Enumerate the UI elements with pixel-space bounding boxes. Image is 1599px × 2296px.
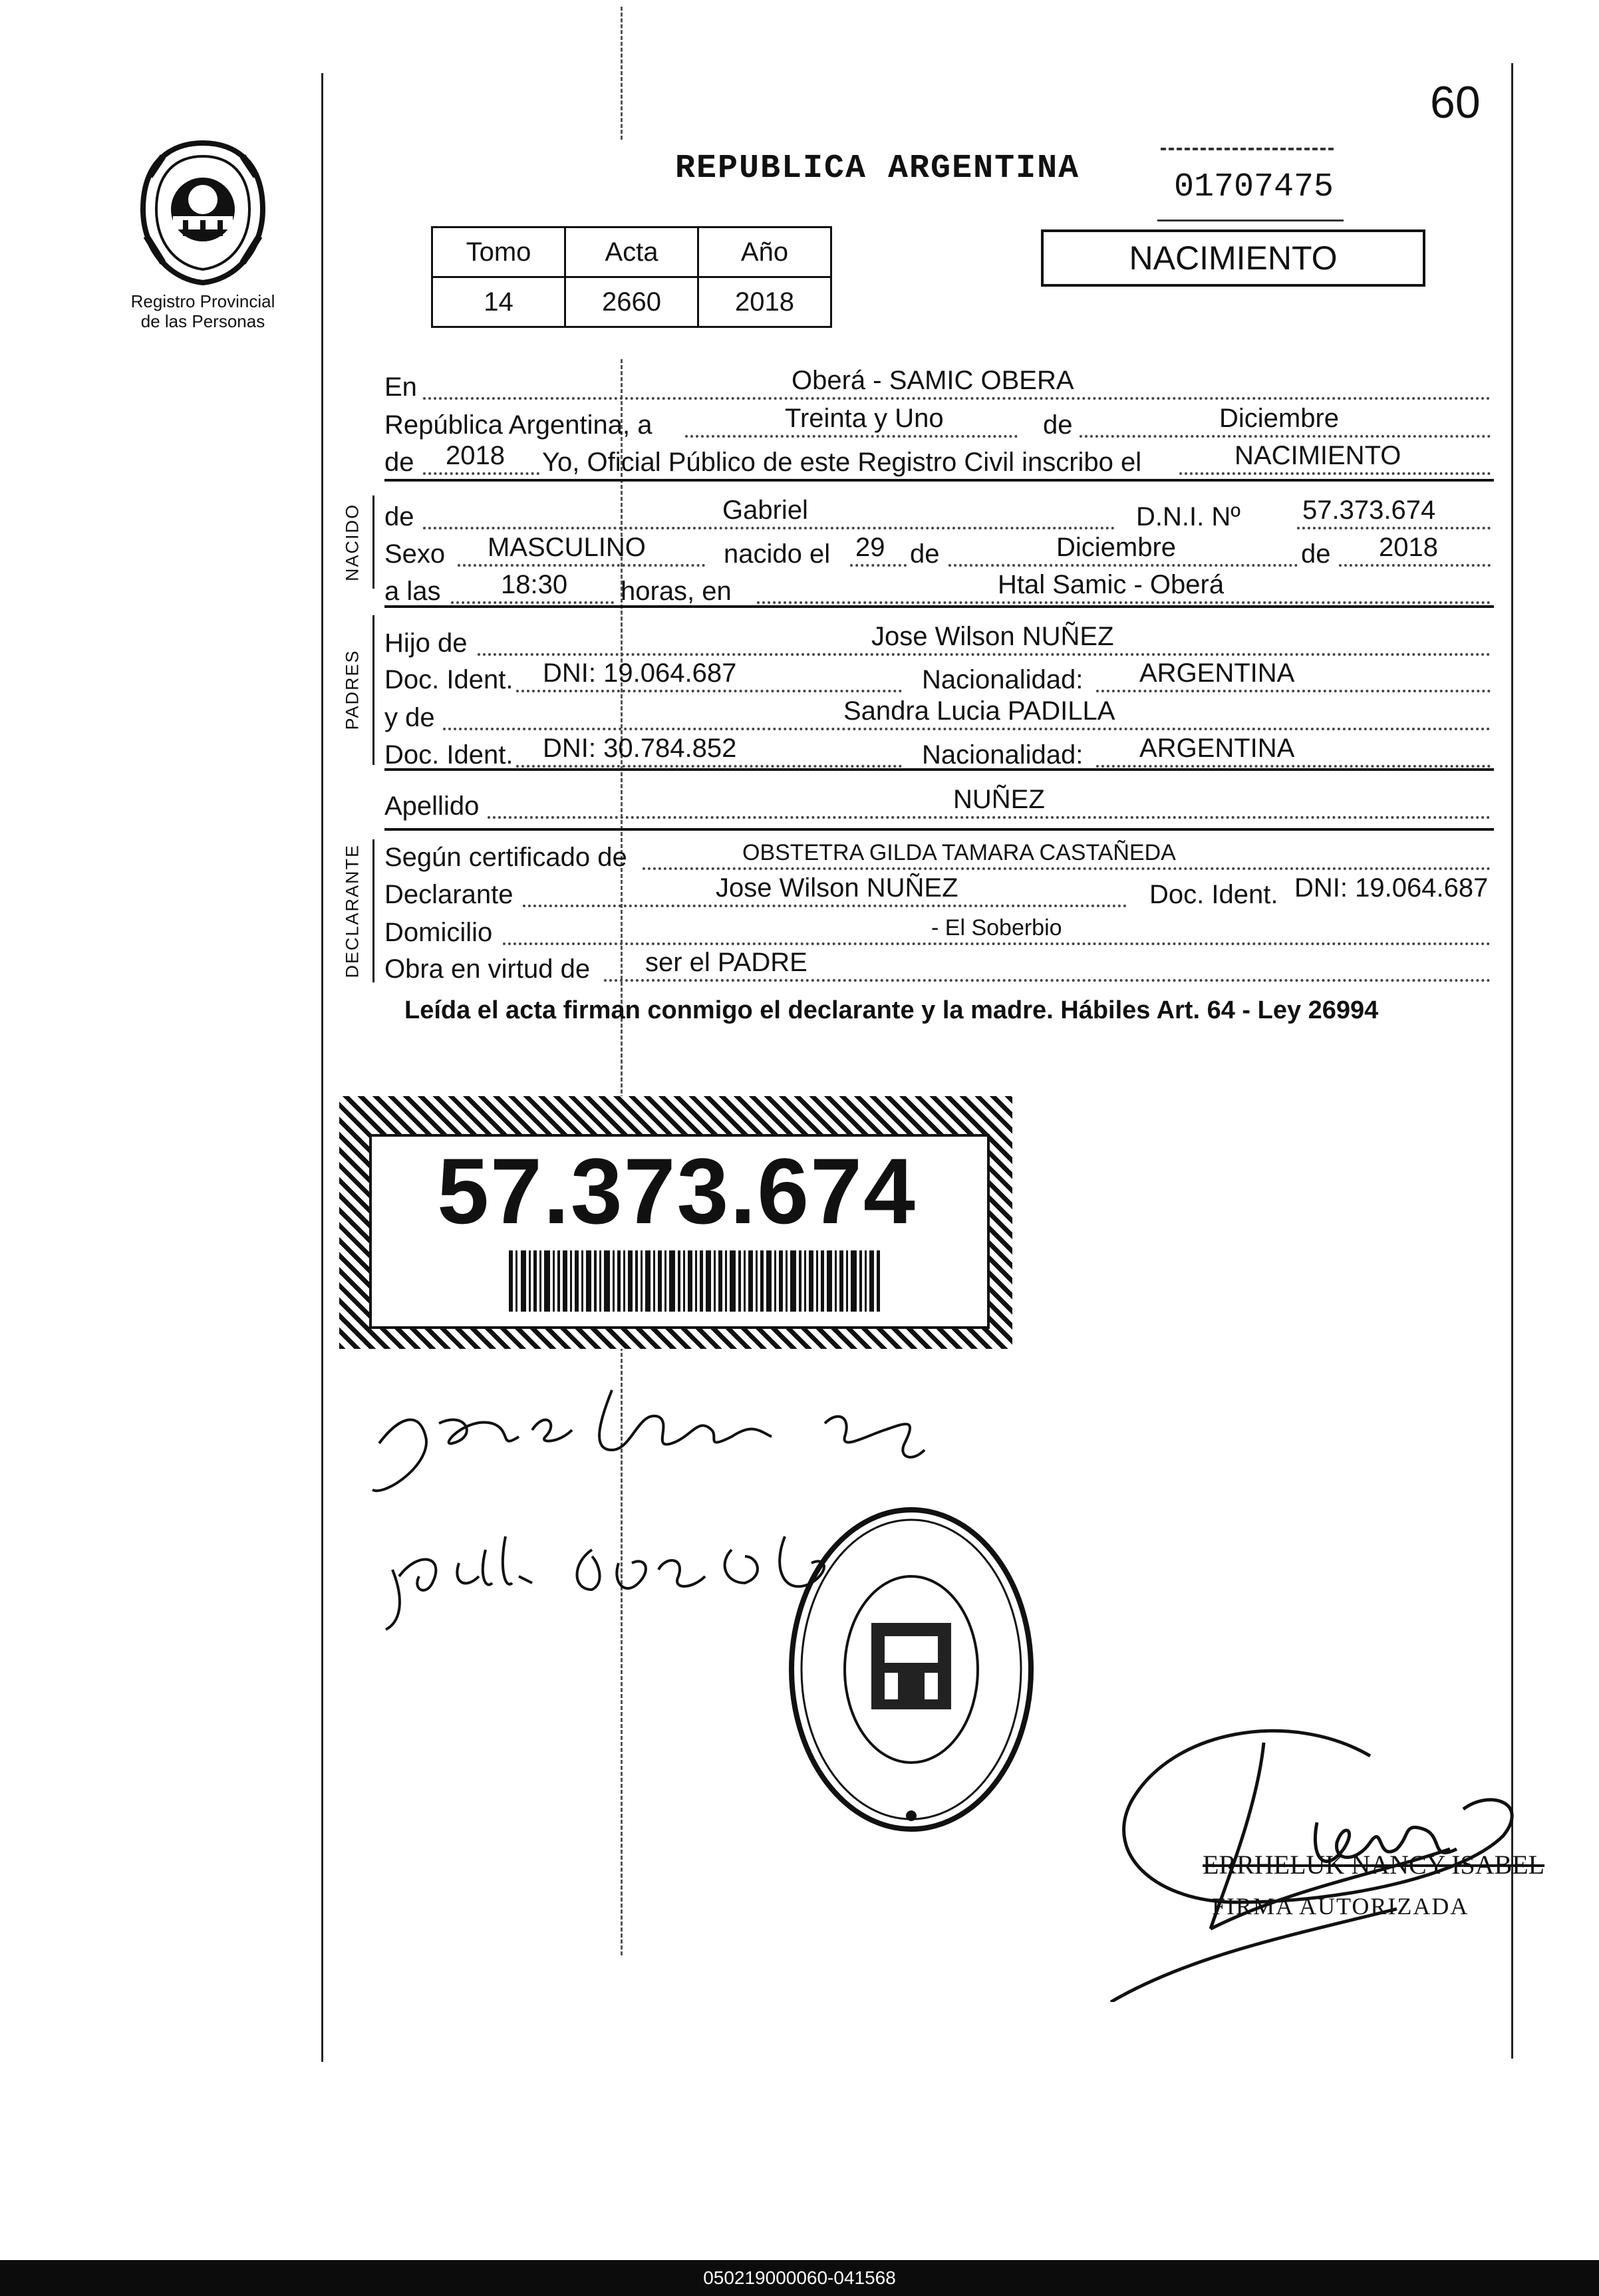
hijo-de-label: Hijo de <box>384 629 468 658</box>
birth-day-value: 29 <box>855 533 885 562</box>
row-declarante <box>384 873 1492 914</box>
legal-text: Leída el acta firman conmigo el declarante y la madre. Hábiles Art. 64 - Ley 26994 <box>404 996 1379 1024</box>
declarante-label: DECLARANTE <box>342 843 363 978</box>
declarante-name-label: Declarante <box>384 880 513 909</box>
certificado-value: OBSTETRA GILDA TAMARA CASTAÑEDA <box>742 840 1176 865</box>
dotted-line <box>516 765 902 768</box>
registry-name-line2: de las Personas <box>140 311 265 331</box>
sexo-value: MASCULINO <box>488 533 646 562</box>
child-name-value: Gabriel <box>722 496 808 525</box>
a-las-label: a las <box>384 577 441 606</box>
act-kind-value: NACIMIENTO <box>1235 441 1401 470</box>
birth-month-value: Diciembre <box>1056 533 1177 562</box>
dotted-line <box>451 601 614 604</box>
dotted-line <box>757 601 1491 604</box>
volume-header-ano: Año <box>698 227 831 277</box>
apellido-label: Apellido <box>384 791 480 821</box>
authorized-signature-icon <box>1091 1689 1523 2002</box>
father-nationality-value: ARGENTINA <box>1139 658 1295 688</box>
row-father <box>384 622 1492 662</box>
dotted-line <box>604 979 1491 982</box>
dotted-line <box>1339 564 1491 567</box>
volume-value-acta: 2660 <box>565 277 698 327</box>
de-label-3: de <box>910 539 940 569</box>
dni-label: D.N.I. Nº <box>1136 502 1240 531</box>
declarante-signature-icon <box>359 1370 931 1503</box>
serial-dash <box>1161 148 1334 150</box>
firma-caption: FIRMA AUTORIZADA <box>1212 1893 1469 1920</box>
section-separator <box>384 828 1494 831</box>
row-certificado <box>384 839 1492 877</box>
dotted-line <box>1179 472 1491 475</box>
dotted-line <box>1096 690 1491 692</box>
official-stamp-icon <box>772 1497 1051 1842</box>
volume-table <box>431 226 832 328</box>
declarante-doc-value: DNI: 19.064.687 <box>1294 873 1489 903</box>
nacido-label: NACIDO <box>342 503 363 582</box>
dotted-line <box>1297 527 1491 529</box>
document-title: REPUBLICA ARGENTINA <box>675 150 1080 188</box>
dotted-line <box>523 905 1127 907</box>
day-words-value: Treinta y Uno <box>785 404 944 433</box>
row-date <box>384 404 1492 444</box>
oficial-text: Yo, Oficial Público de este Registro Civil inscribo el <box>542 448 1142 477</box>
provincial-seal-icon <box>136 136 269 289</box>
mother-doc-value: DNI: 30.784.852 <box>543 734 737 763</box>
birth-year-value: 2018 <box>1379 533 1438 562</box>
footer-code: 050219000060-041568 <box>0 2260 1599 2296</box>
padres-label: PADRES <box>342 649 363 730</box>
row-name <box>384 496 1492 536</box>
doc-ident-label: Doc. Ident. <box>384 665 513 694</box>
dotted-line <box>478 653 1491 656</box>
registry-name <box>100 291 306 331</box>
dotted-line <box>458 564 705 567</box>
volume-header-acta: Acta <box>565 227 698 277</box>
section-separator <box>384 768 1494 771</box>
firma-name: ERRHELUK NANCY ISABEL <box>1203 1850 1545 1880</box>
page-number: 60 <box>1430 77 1481 128</box>
volume-header-tomo: Tomo <box>432 227 565 277</box>
section-separator <box>384 479 1494 482</box>
dotted-line <box>1096 765 1491 768</box>
declarante-bar <box>372 839 374 982</box>
nacido-el-label: nacido el <box>724 539 831 569</box>
dotted-line <box>850 564 907 567</box>
apellido-value: NUÑEZ <box>953 785 1045 814</box>
domicilio-label: Domicilio <box>384 918 493 947</box>
row-place <box>384 366 1492 406</box>
row-mother <box>384 696 1492 737</box>
padres-bar <box>372 615 374 765</box>
dotted-line <box>488 816 1491 819</box>
act-type-box: NACIMIENTO <box>1041 229 1425 287</box>
mother-name-value: Sandra Lucia PADILLA <box>843 696 1115 726</box>
certificado-label: Según certificado de <box>384 843 627 872</box>
father-name-value: Jose Wilson NUÑEZ <box>871 622 1114 651</box>
de-label-2: de <box>384 448 414 477</box>
obra-label: Obra en virtud de <box>384 954 591 984</box>
row-domicilio <box>384 915 1492 952</box>
father-doc-value: DNI: 19.064.687 <box>543 658 737 688</box>
volume-table-value-row <box>432 277 831 327</box>
mother-nationality-value: ARGENTINA <box>1139 734 1295 763</box>
left-margin-line <box>321 73 323 2062</box>
dotted-line <box>423 472 539 475</box>
dotted-line <box>1080 435 1491 438</box>
dotted-line <box>423 397 1491 400</box>
year-value: 2018 <box>446 441 505 470</box>
month-value: Diciembre <box>1219 404 1340 433</box>
horas-label: horas, en <box>621 577 732 606</box>
serial-number: 01707475 <box>1174 168 1334 206</box>
de-label-4: de <box>1301 539 1331 569</box>
serial-underline <box>1157 219 1344 221</box>
section-separator <box>384 605 1494 608</box>
nacionalidad-label-2: Nacionalidad: <box>922 740 1084 770</box>
row-obra <box>384 948 1492 988</box>
nacido-bar <box>372 496 374 589</box>
dotted-line <box>423 527 1115 529</box>
dotted-line <box>948 564 1298 567</box>
republica-label: República Argentina, a <box>384 410 653 440</box>
dotted-line <box>685 435 1018 438</box>
volume-value-ano: 2018 <box>698 277 831 327</box>
row-sexo <box>384 533 1492 573</box>
doc-ident-label-2: Doc. Ident. <box>384 740 513 770</box>
volume-table-header-row <box>432 227 831 277</box>
dni-sticker-number: 57.373.674 <box>437 1139 917 1243</box>
fold-line <box>621 7 623 140</box>
row-oficial <box>384 441 1492 482</box>
nacionalidad-label: Nacionalidad: <box>922 665 1084 694</box>
place-value: Oberá - SAMIC OBERA <box>792 366 1074 395</box>
en-label: En <box>384 372 417 402</box>
volume-value-tomo: 14 <box>432 277 565 327</box>
row-apellido <box>384 785 1492 825</box>
dotted-line <box>643 867 1491 870</box>
domicilio-value: - El Soberbio <box>931 915 1062 940</box>
sexo-label: Sexo <box>384 539 446 569</box>
nacido-de-label: de <box>384 502 414 531</box>
doc-ident-label-3: Doc. Ident. <box>1149 880 1278 909</box>
de-label: de <box>1043 410 1073 440</box>
barcode-icon <box>509 1250 881 1312</box>
birth-place-value: Htal Samic - Oberá <box>998 570 1225 599</box>
dotted-line <box>516 690 902 692</box>
registry-name-line1: Registro Provincial <box>130 291 275 311</box>
dotted-line <box>443 728 1491 730</box>
obra-value: ser el PADRE <box>645 948 807 977</box>
dotted-line <box>503 942 1491 945</box>
row-father-doc <box>384 658 1492 699</box>
declarante-name-value: Jose Wilson NUÑEZ <box>716 873 958 903</box>
y-de-label: y de <box>384 703 435 732</box>
child-dni-value: 57.373.674 <box>1302 496 1436 525</box>
time-value: 18:30 <box>501 570 568 599</box>
